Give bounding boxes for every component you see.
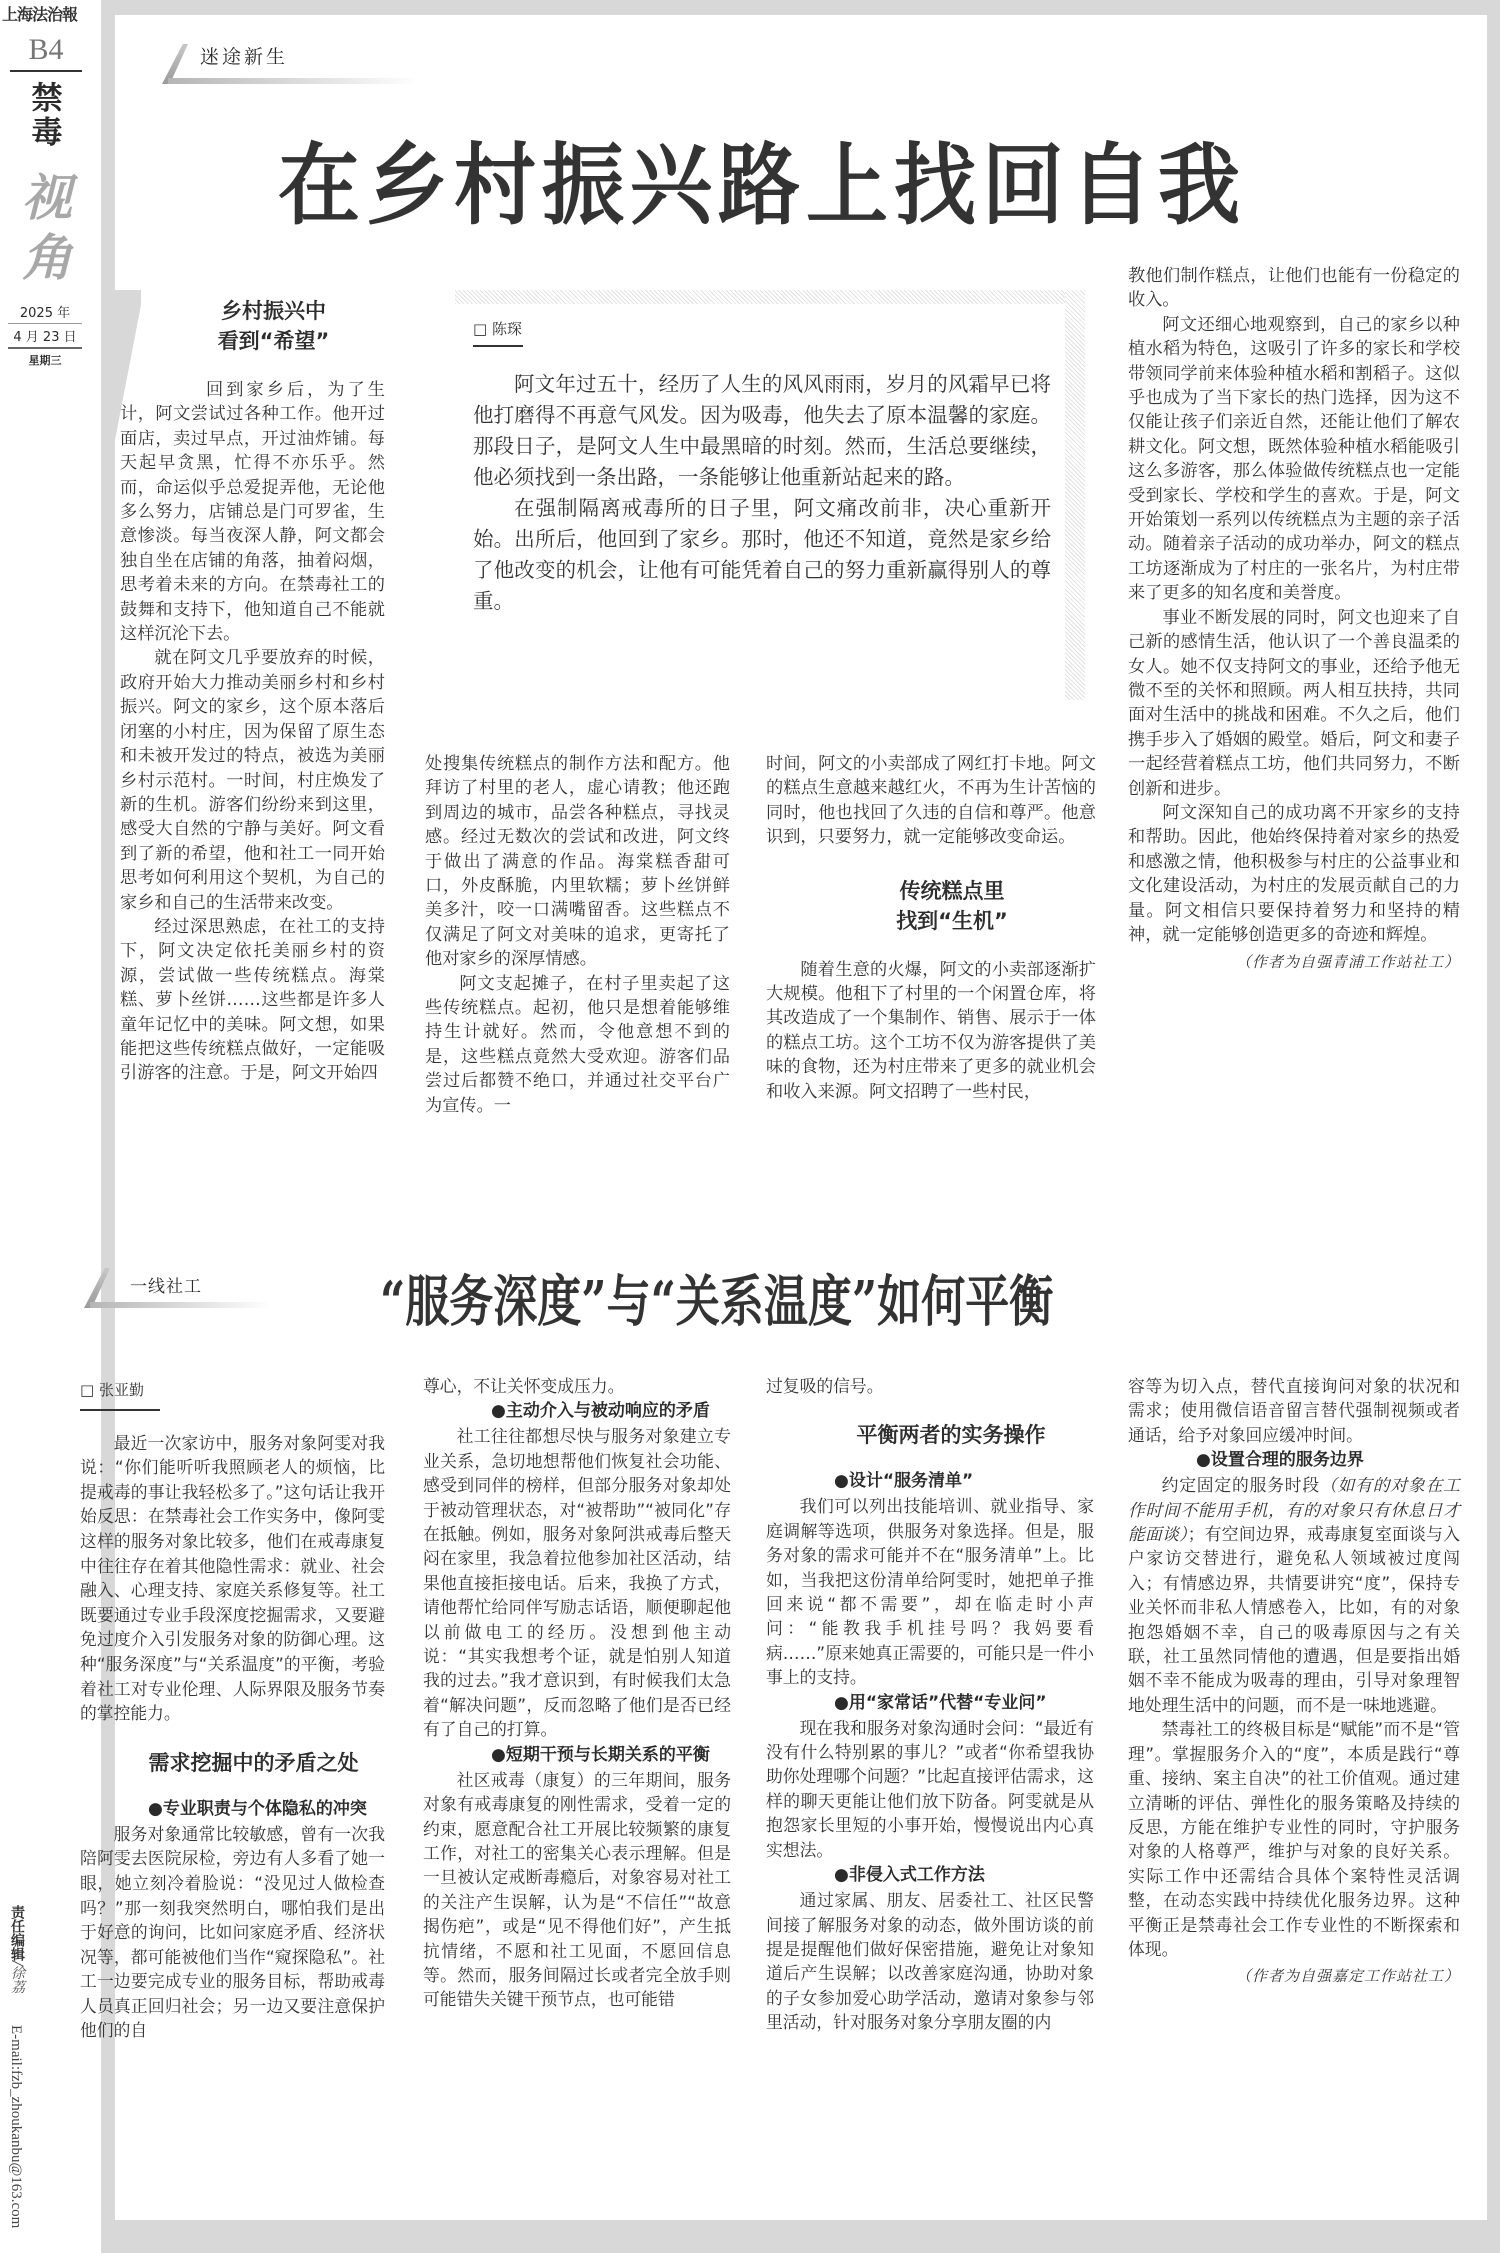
article1-author-credit: （作者为自强青浦工作站社工） xyxy=(1235,953,1460,972)
bullet-heading: ●主动介入与被动响应的矛盾 xyxy=(491,1401,710,1422)
paragraph: 处搜集传统糕点的制作方法和配方。他拜访了村里的老人，虚心请教；他还跑到周边的城市，品尝各种糕点，寻找灵感。经过无数次的尝试和改进，阿文终于做出了满意的作品。海棠糕香甜可口，外皮酥脆，内里软糯；萝卜丝饼鲜美多汁，咬一口满嘴留香。这些糕点不仅满足了阿文对美味的追求，更寄托了他对家乡的深厚情感。 xyxy=(425,754,730,970)
paragraph-parenthetical: （如有的对象在工作时间不能用手机，有的对象只有休息日才能面谈） xyxy=(1128,1475,1460,1545)
paragraph: 就在阿文几乎要放弃的时候，政府开始大力推动美丽乡村和乡村振兴。阿文的家乡，这个原本落后闭塞的小村庄，因为保留了原生态和未被开发过的特点，被选为美丽乡村示范村。一时间，村庄焕发了新的生机。游客们纷纷来到这里，感受大自然的宁静与美好。阿文看到了新的希望，他和社工一同开始思考如何利用这个契机，为自己的家乡和自己的生活带来改变。 xyxy=(120,648,385,913)
paragraph: 阿文深知自己的成功离不开家乡的支持和帮助。因此，他始终保持着对家乡的热爱和感激之情，他积极参与村庄的公益事业和文化建设活动，为村庄的发展贡献自己的力量。阿文相信只要保持着努力和坚持的精神，就一定能够创造更多的奇迹和辉煌。 xyxy=(1128,802,1460,945)
article2-author-credit: （作者为自强嘉定工作站社工） xyxy=(1235,1967,1460,1986)
section-tag-bar xyxy=(168,78,418,84)
subhead-vitality-line2: 找到“生机” xyxy=(896,908,1008,933)
paragraph: 容等为切入点，替代直接询问对象的状况和需求；使用微信语音留言替代强制视频或者通话，给予对象回应缓冲时间。 xyxy=(1128,1376,1460,1445)
paragraph: 服务对象通常比较敏感，曾有一次我陪阿雯去医院尿检，旁边有人多看了她一眼，她立刻冷着脸说：“没见过人做检查吗？”那一刻我突然明白，哪怕我们是出于好意的询问，比如问家庭矛盾、经济状况等，都可能被他们当作“窥探隐私”。社工一边要完成专业的服务目标，帮助戒毒人员真正回归社会；另一边又要注意保护他们的自 xyxy=(80,1823,385,2041)
section-tag-article1 xyxy=(160,38,420,84)
bullet-heading: ●短期干预与长期关系的平衡 xyxy=(491,1744,710,1765)
paragraph: 事业不断发展的同时，阿文也迎来了自己新的感情生活，他认识了一个善良温柔的女人。她不仅支持阿文的事业，还给予他无微不至的关怀和照顾。两人相互扶持，共同面对生活中的挑战和困难。不久之后，他们携手步入了婚姻的殿堂。婚后，阿文和妻子一起经营着糕点工坊，他们共同努力，不断创新和进步。 xyxy=(1128,607,1460,799)
article1-column-1 xyxy=(120,296,385,1086)
paragraph xyxy=(1128,1473,1460,1717)
lead-hatch-top xyxy=(455,290,1085,304)
section-tag-bar xyxy=(90,1302,270,1308)
paragraph: 现在我和服务对象沟通时会问：“最近有没有什么特别累的事儿？”或者“你希望我协助你处理哪个问题？”比起直接评估需求，这样的聊天更能让他们放下防备。阿雯就是从抱怨家长里短的小事开始，慢慢说出内心真实想法。 xyxy=(766,1717,1094,1860)
paragraph: 回到家乡后，为了生计，阿文尝试过各种工作。他开过面店，卖过早点，开过油炸铺。每天起早贪黑，忙得不亦乐乎。然而，命运似乎总爱捉弄他，无论他多么努力，店铺总是门可罗雀，生意惨淡。每当夜深人静，阿文都会独自坐在店铺的角落，抽着闷烟，思考着未来的方向。在禁毒社工的鼓舞和支持下，他知道自己不能就这样沉沦下去。 xyxy=(120,380,385,645)
editor-credit xyxy=(4,1905,26,1994)
paragraph: 社区戒毒（康复）的三年期间，服务对象有戒毒康复的刚性需求，受着一定的约束，愿意配合社工开展比较频繁的康复工作，对社工的密集关心表示理解。但是一旦被认定戒断毒瘾后，对象容易对社工的关注产生误解，认为是“不信任”“故意揭伤疤”，或是“见不得他们好”，产生抵抗情绪，不愿和社工见面，不愿回信息等。然而，服务间隔过长或者完全放手则可能错失关键干预节点，也可能错 xyxy=(423,1769,731,2010)
article2-column-1 xyxy=(80,1378,385,2043)
article2-title: “服务深度”与“关系温度”如何平衡 xyxy=(380,1270,1054,1335)
paragraph: 我们可以列出技能培训、就业指导、家庭调解等选项，供服务对象选择。但是，服务对象的需求可能并不在“服务清单”上。比如，当我把这份清单给阿雯时，她把单子推回来说“都不需要”，却在临走时小声问：“能教我手机挂号吗？我妈要看病……”原来她真正需要的，可能只是一件小事上的支持。 xyxy=(766,1496,1094,1688)
paragraph: 阿文还细心地观察到，自己的家乡以种植水稻为特色，这吸引了许多的家长和学校带领同学前来体验种植水稻和割稻子。这似乎也成为了当下家长的热门选择，因为这不仅能让孩子们亲近自然，还能让他们了解农耕文化。阿文想，既然体验种植水稻能吸引这么多游客，那么体验做传统糕点也一定能受到家长、学校和学生的喜欢。于是，阿文开始策划一系列以传统糕点为主题的亲子活动。随着亲子活动的成功举办，阿文的糕点工坊逐渐成为了村庄的一张名片，为村庄带来了更多的知名度和美誉度。 xyxy=(1128,314,1460,604)
paragraph: 社工往往都想尽快与服务对象建立专业关系，急切地想帮他们恢复社会功能、感受到同伴的榜样，但部分服务对象却处于被动管理状态，对“被帮助”“被同化”存在抵触。例如，服务对象阿洪戒毒后整天闷在家里，我急着拉他参加社区活动，结果他直接拒接电话。后来，我换了方式，请他帮忙给同伴写励志话语，顺便聊起他以前做电工的经历。没想到他主动说：“其实我想考个证，就是怕别人知道我的过去。”我才意识到，有时候我们太急着“解决问题”，反而忽略了他们是否已经有了自己的打算。 xyxy=(423,1426,731,1740)
bullet-heading: ●用“家常话”代替“专业问” xyxy=(834,1692,1047,1713)
column-name-top: 禁毒 xyxy=(31,81,63,151)
paragraph: 随着生意的火爆，阿文的小卖部逐渐扩大规模。他租下了村里的一个闲置仓库，将其改造成了一个集制作、销售、展示于一体的糕点工坊。这个工坊不仅为游客提供了美味的食物，还为村庄带来了更多的就业机会和收入来源。阿文招聘了一些村民， xyxy=(766,959,1096,1102)
bullet-heading: ●非侵入式工作方法 xyxy=(834,1865,985,1886)
article1-column-4 xyxy=(1128,264,1460,975)
article2-byline xyxy=(80,1378,385,1403)
editor-label: 责任编辑 xyxy=(9,1905,25,1961)
subhead-vitality-line1: 传统糕点里 xyxy=(899,878,1005,903)
lead-content xyxy=(473,318,1051,617)
paragraph: 阿文支起摊子，在村子里卖起了这些传统糕点。起初，他只是想着能够维持生计就好。然而，令他意想不到的是，这些糕点竟然大受欢迎。游客们品尝过后都赞不绝口，并通过社交平台广为宣传。一 xyxy=(425,973,730,1116)
newspaper-masthead: 上海法治報 xyxy=(2,5,78,24)
bullet-heading: ●专业职责与个体隐私的冲突 xyxy=(148,1798,367,1819)
section-tag-label: 一线社工 xyxy=(130,1277,202,1297)
subhead-hope-line1: 乡村振兴中 xyxy=(221,299,326,323)
paragraph: 通过家属、朋友、居委社工、社区民警间接了解服务对象的动态，做外围访谈的前提是提醒他们做好保密措施，避免让对象知道后产生误解；以改善家庭沟通，协助对象的子女参加爱心助学活动，邀请对象参与邻里活动，针对服务对象分享朋友圈的内 xyxy=(766,1890,1094,2033)
subhead-practice: 平衡两者的实务操作 xyxy=(856,1423,1046,1448)
article1-title: 在乡村振兴路上找回自我 xyxy=(278,134,1247,238)
lead-hatch-right xyxy=(1065,290,1085,700)
paragraph: 最近一次家访中，服务对象阿雯对我说：“你们能听听我照顾老人的烦恼，比提戒毒的事让我轻松多了。”这句话让我开始反思：在禁毒社会工作实务中，像阿雯这样的服务对象比较多，他们在戒毒康复中往往存在着其他隐性需求：就业、社会融入、心理支持、家庭关系修复等。社工既要通过专业手段深度挖掘需求，又要避免过度介入引发服务对象的防御心理。这种“服务深度”与“关系温度”的平衡，考验着社工对专业伦理、人际界限及服务节奏的掌控能力。 xyxy=(80,1432,385,1724)
byline-rule xyxy=(473,345,523,347)
byline-rule xyxy=(80,1409,160,1411)
byline-author: 陈琛 xyxy=(491,320,522,338)
paragraph: 过复吸的信号。 xyxy=(766,1376,884,1396)
article2-column-2 xyxy=(423,1374,731,2012)
article1-byline xyxy=(473,318,1051,339)
paragraph: 尊心，不让关怀变成压力。 xyxy=(423,1376,625,1396)
bullet-heading: ●设置合理的服务边界 xyxy=(1196,1450,1364,1471)
article2-column-4 xyxy=(1128,1374,1460,1989)
paragraph: 时间，阿文的小卖部成了网红打卡地。阿文的糕点生意越来越红火，不再为生计苦恼的同时，他也找回了久违的自信和尊严。他意识到，只要努力，就一定能够改变命运。 xyxy=(766,754,1096,848)
paragraph: 禁毒社工的终极目标是“赋能”而不是“管理”。掌握服务介入的“度”，本质是践行“尊重、接纳、案主自决”的社工价值观。通过建立清晰的评估、弹性化的服务策略及持续的反思，方能在维护专业性的同时，守护服务对象的人格尊严，维护与对象的良好关系。实际工作中还需结合具体个案特性灵活调整，在动态实践中持续优化服务边界。这种平衡正是禁毒社会工作专业性的不断探索和体现。 xyxy=(1128,1719,1460,1959)
byline-box-icon: □ xyxy=(80,1381,99,1399)
article1-column-2 xyxy=(425,752,730,1118)
bullet-heading: ●设计“服务清单” xyxy=(834,1471,974,1492)
article1-column-3 xyxy=(766,752,1096,1104)
subhead-conflicts: 需求挖掘中的矛盾之处 xyxy=(148,1750,359,1775)
lead-paragraph: 在强制隔离戒毒所的日子里，阿文痛改前非，决心重新开始。出所后，他回到了家乡。那时，他还不知道，竟然是家乡给了他改变的机会，让他有可能凭着自己的努力重新赢得别人的尊重。 xyxy=(473,496,1051,613)
subhead-hope-line2: 看到“希望” xyxy=(217,329,330,353)
article1-lead-box xyxy=(455,290,1085,700)
section-tag-label: 迷途新生 xyxy=(200,46,289,68)
lead-paragraph: 阿文年过五十，经历了人生的风风雨雨，岁月的风霜早已将他打磨得不再意气风发。因为吸毒，他失去了原本温馨的家庭。那段日子，是阿文人生中最黑暗的时刻。然而，生活总要继续，他必须找到一条出路，一条能够让他重新站起来的路。 xyxy=(473,372,1051,489)
page-number: B4 xyxy=(10,32,82,72)
editor-email: E-mail:fzb_zhoukanbu@163.com xyxy=(8,2025,24,2229)
date-day: 4 月 23 日 xyxy=(8,326,82,349)
paragraph: 教他们制作糕点，让他们也能有一份稳定的收入。 xyxy=(1128,266,1460,311)
section-tag-article2 xyxy=(82,1262,272,1308)
column-name-bottom: 视角 xyxy=(22,168,72,287)
weekday: 星期三 xyxy=(28,354,62,367)
paragraph: 经过深思熟虑，在社工的支持下，阿文决定依托美丽乡村的资源，尝试做一些传统糕点。海棠糕、萝卜丝饼……这些都是许多人童年记忆中的美味。阿文想，如果能把这些传统糕点做好，一定能吸引游客的注意。于是，阿文开始四 xyxy=(120,916,385,1084)
paragraph-segment: 约定固定的服务时段 xyxy=(1161,1475,1320,1496)
byline-author: 张亚勤 xyxy=(98,1381,144,1399)
date-year: 2025 年 xyxy=(8,302,82,324)
editor-name: /徐荔 xyxy=(9,1961,25,1994)
byline-box-icon: □ xyxy=(473,320,492,338)
article2-column-3 xyxy=(766,1374,1094,2035)
paragraph-segment: ；有空间边界，戒毒康复室面谈与入户家访交替进行，避免私人领域被过度闯入；有情感边界，共情要讲究“度”，保持专业关怀而非私人情感卷入，比如，有的对象抱怨婚姻不幸，自己的吸毒原因与之有关联，社工虽然同情他的遭遇，但是要指出婚姻不幸不能成为吸毒的理由，引导对象理智地处理生活中的问题，而不是一味地逃避。 xyxy=(1128,1524,1460,1715)
